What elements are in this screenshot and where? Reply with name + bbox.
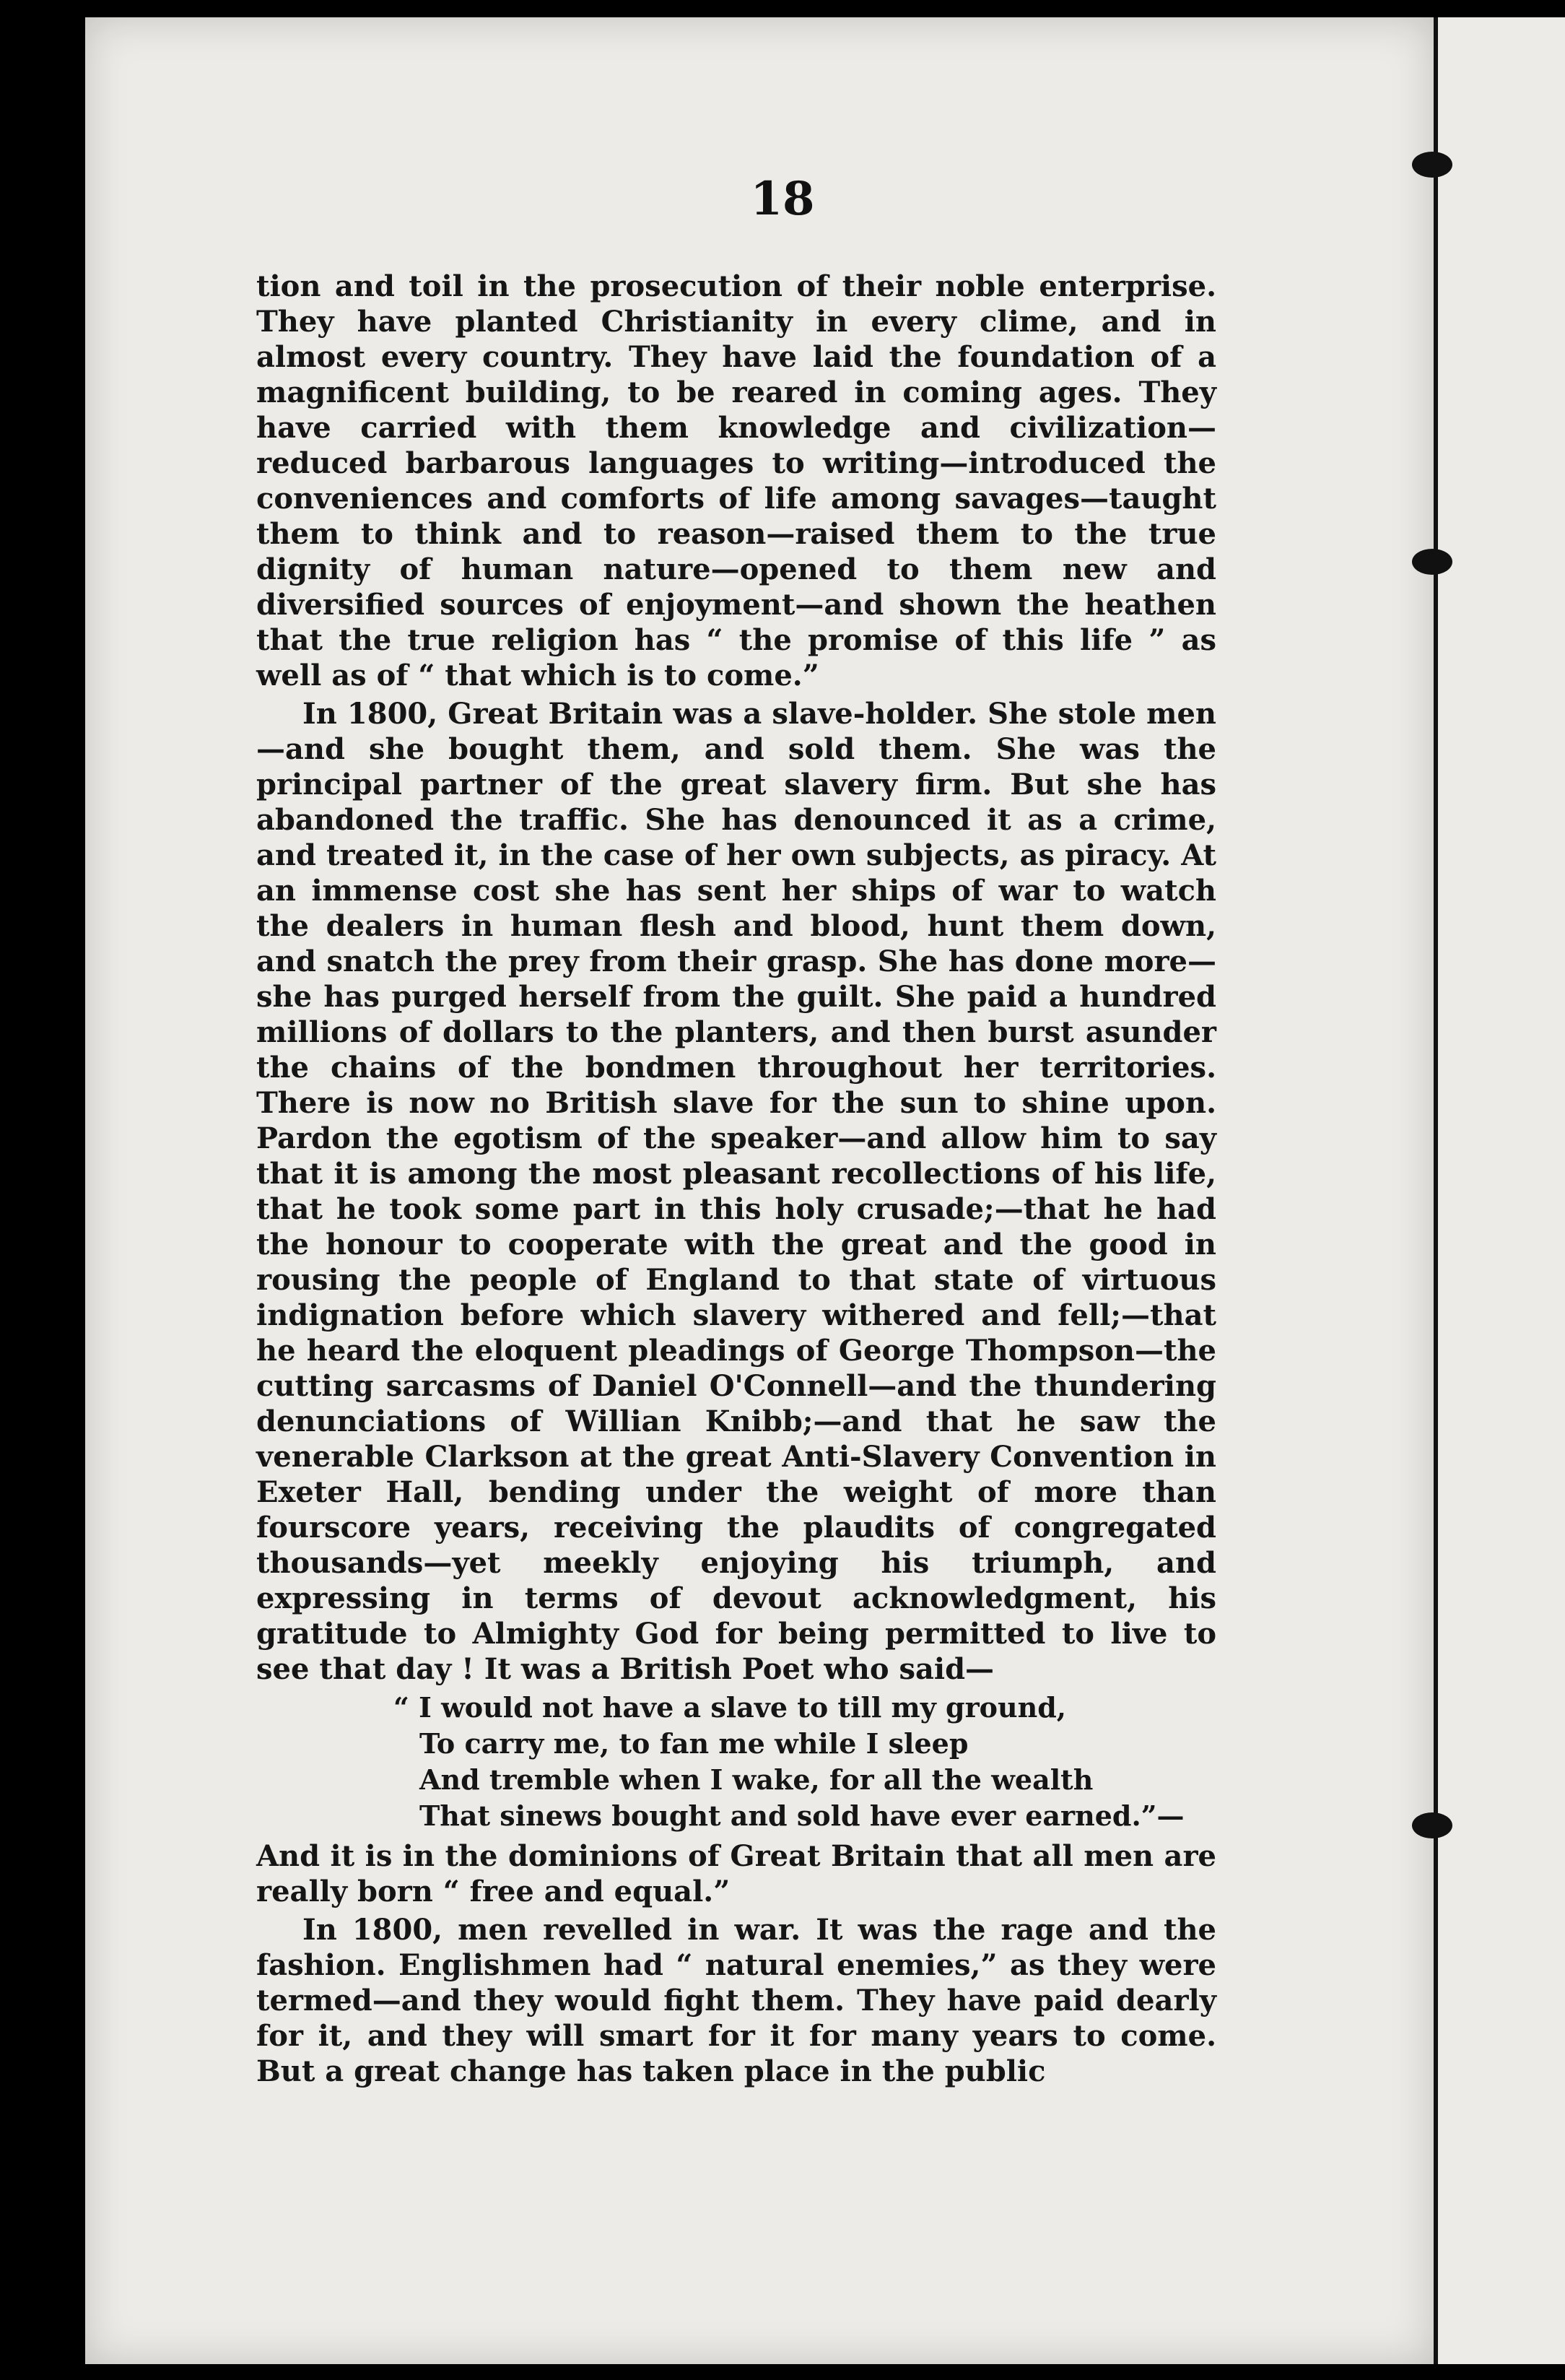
paragraph: In 1800, Great Britain was a slave-holder. She stole men—and she bought them, and sold them. She was the principal partner of the great slavery firm. But she has abandoned the traffic. She has denounced it as a crime, and treated it, in the case of her own subjects, as piracy. At an immense cost she has sent her ships of war to watch the dealers in human flesh and blood, hunt them down, and snatch the prey from their grasp. She has done more—she has purged herself from the guilt. She paid a hundred millions of dollars to the planters, and then burst asunder the chains of the bondmen throughout her territories. There is now no British slave for the sun to shine upon. Pardon the egotism of the speaker—and allow him to say that it is among the most pleasant recollections of his life, that he took some part in this holy crusade;—that he had the honour to cooperate with the great and the good in rousing the people of England to that state of virtuous indignation before which slavery withered and fell;—that he heard the eloquent pleadings of George Thompson—the cutting sarcasms of Daniel O'Connell—and the thundering denunciations of Willian Knibb;—and that he saw the venerable Clarkson at the great Anti-Slavery Convention in Exeter Hall, bending under the weight of more than fourscore years, receiving the plaudits of congregated thousands—yet meekly enjoying his triumph, and expressing in terms of devout acknowledgment, his gratitude to Almighty God for being permitted to live to see that day ! It was a British Poet who said— bbox=[256, 697, 1216, 1686]
paragraph: And it is in the dominions of Great Britain that all men are really born “ free and equal.” bbox=[256, 1839, 1216, 1908]
poem-quotation bbox=[393, 1690, 1216, 1834]
paragraph: In 1800, men revelled in war. It was the rage and the fashion. Englishmen had “ natural enemies,” as they were termed—and they would fight them. They have paid dearly for it, and they will smart for it for many years to come. But a great change has taken place in the public bbox=[256, 1913, 1216, 2088]
poem-line: “ I would not have a slave to till my ground, bbox=[393, 1691, 1067, 1724]
poem-line: That sinews bought and sold have ever earned.”— bbox=[419, 1799, 1185, 1832]
poem-line: To carry me, to fan me while I sleep bbox=[419, 1727, 969, 1760]
paragraph: tion and toil in the prosecution of their noble enterprise. They have planted Christianity in every clime, and in almost every country. They have laid the foundation of a magnificent building, to be reared in coming ages. They have carried with them knowledge and civilization—reduced barbarous languages to writing—introduced the conveniences and comforts of life among savages—taught them to think and to reason—raised them to the true dignity of human nature—opened to them new and diversified sources of enjoyment—and shown the heathen that the true religion has “ the promise of this life ” as well as of “ that which is to come.” bbox=[256, 269, 1216, 692]
page-number: 18 bbox=[750, 172, 815, 226]
binding-stitch-mark bbox=[1412, 549, 1452, 575]
poem-line: And tremble when I wake, for all the wealth bbox=[419, 1763, 1094, 1796]
body-text bbox=[256, 269, 1216, 2092]
next-page-edge bbox=[1434, 17, 1565, 2364]
binding-stitch-mark bbox=[1412, 1812, 1452, 1838]
